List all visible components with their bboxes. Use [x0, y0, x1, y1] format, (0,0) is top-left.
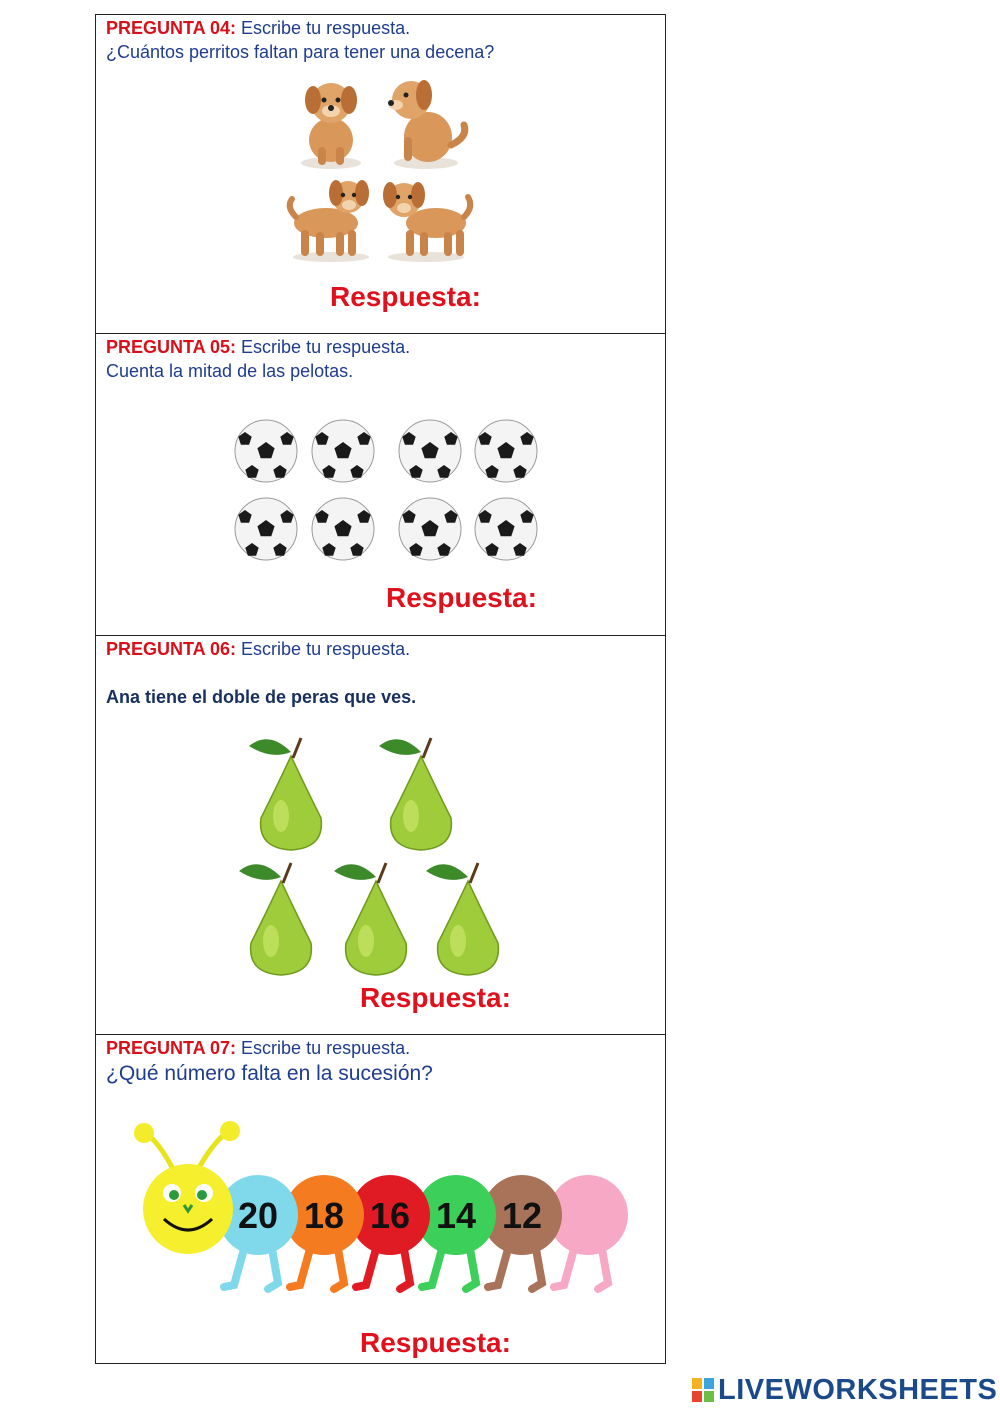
- sequence-number: 18: [303, 1195, 345, 1236]
- pear-icon: [239, 863, 311, 975]
- worksheet: [95, 14, 666, 1364]
- soccer-ball-icon: [235, 498, 297, 560]
- question-number: PREGUNTA 04:: [106, 18, 237, 38]
- sequence-number: 20: [237, 1195, 279, 1236]
- liveworksheets-logo-icon: [692, 1378, 714, 1402]
- dog-sitting-2: [388, 80, 465, 169]
- question-instruction: Escribe tu respuesta.: [241, 639, 411, 659]
- caterpillar-head: [143, 1164, 233, 1254]
- question-number: PREGUNTA 07:: [106, 1038, 237, 1058]
- caterpillar-segment: [218, 1175, 298, 1289]
- pear-icon: [426, 863, 498, 975]
- caterpillar-segment: [482, 1175, 562, 1289]
- dogs-illustration: [286, 75, 476, 265]
- soccer-ball-icon: [312, 498, 374, 560]
- question-prompt: ¿Qué número falta en la sucesión?: [106, 1062, 433, 1085]
- question-number: PREGUNTA 05:: [106, 337, 237, 357]
- sequence-number: 14: [435, 1195, 477, 1236]
- question-07: [96, 1035, 665, 1365]
- soccer-ball-icon: [475, 498, 537, 560]
- question-instruction: Escribe tu respuesta.: [241, 337, 411, 357]
- dog-sitting-1: [301, 83, 361, 169]
- pear-icon: [379, 738, 451, 850]
- pears-illustration: [236, 736, 536, 981]
- pear-icon: [249, 738, 321, 850]
- sequence-number: 12: [501, 1195, 543, 1236]
- pear-icon: [334, 863, 406, 975]
- question-header: [106, 18, 410, 39]
- question-04: [96, 15, 665, 334]
- answer-label: Respuesta:: [330, 281, 481, 312]
- answer-label: Respuesta:: [386, 582, 537, 613]
- question-prompt: ¿Cuántos perritos faltan para tener una decena?: [106, 42, 495, 62]
- soccer-ball-icon: [235, 420, 297, 482]
- question-instruction: Escribe tu respuesta.: [241, 18, 411, 38]
- question-header: [106, 1038, 410, 1059]
- soccer-balls-illustration: [234, 419, 544, 565]
- soccer-ball-icon: [312, 420, 374, 482]
- soccer-ball-icon: [475, 420, 537, 482]
- question-06: [96, 636, 665, 1035]
- dog-standing-1: [290, 180, 369, 262]
- caterpillar-body: [218, 1175, 628, 1289]
- dog-standing-2: [383, 182, 470, 262]
- question-header: [106, 337, 410, 358]
- question-number: PREGUNTA 06:: [106, 639, 237, 659]
- brand-wordmark: LIVEWORKSHEETS: [718, 1374, 998, 1406]
- caterpillar-segment: [284, 1175, 364, 1289]
- question-prompt: Cuenta la mitad de las pelotas.: [106, 361, 354, 381]
- caterpillar-segment: [350, 1175, 430, 1289]
- question-header: [106, 639, 410, 660]
- caterpillar-segment: [416, 1175, 496, 1289]
- answer-label: Respuesta:: [360, 1327, 511, 1358]
- caterpillar-illustration: [126, 1115, 626, 1315]
- soccer-ball-icon: [399, 420, 461, 482]
- question-05: [96, 334, 665, 636]
- question-instruction: Escribe tu respuesta.: [241, 1038, 411, 1058]
- soccer-ball-icon: [399, 498, 461, 560]
- sequence-number: 16: [369, 1195, 411, 1236]
- caterpillar-segment: [548, 1175, 628, 1289]
- question-prompt: Ana tiene el doble de peras que ves.: [106, 687, 417, 707]
- answer-label: Respuesta:: [360, 982, 511, 1013]
